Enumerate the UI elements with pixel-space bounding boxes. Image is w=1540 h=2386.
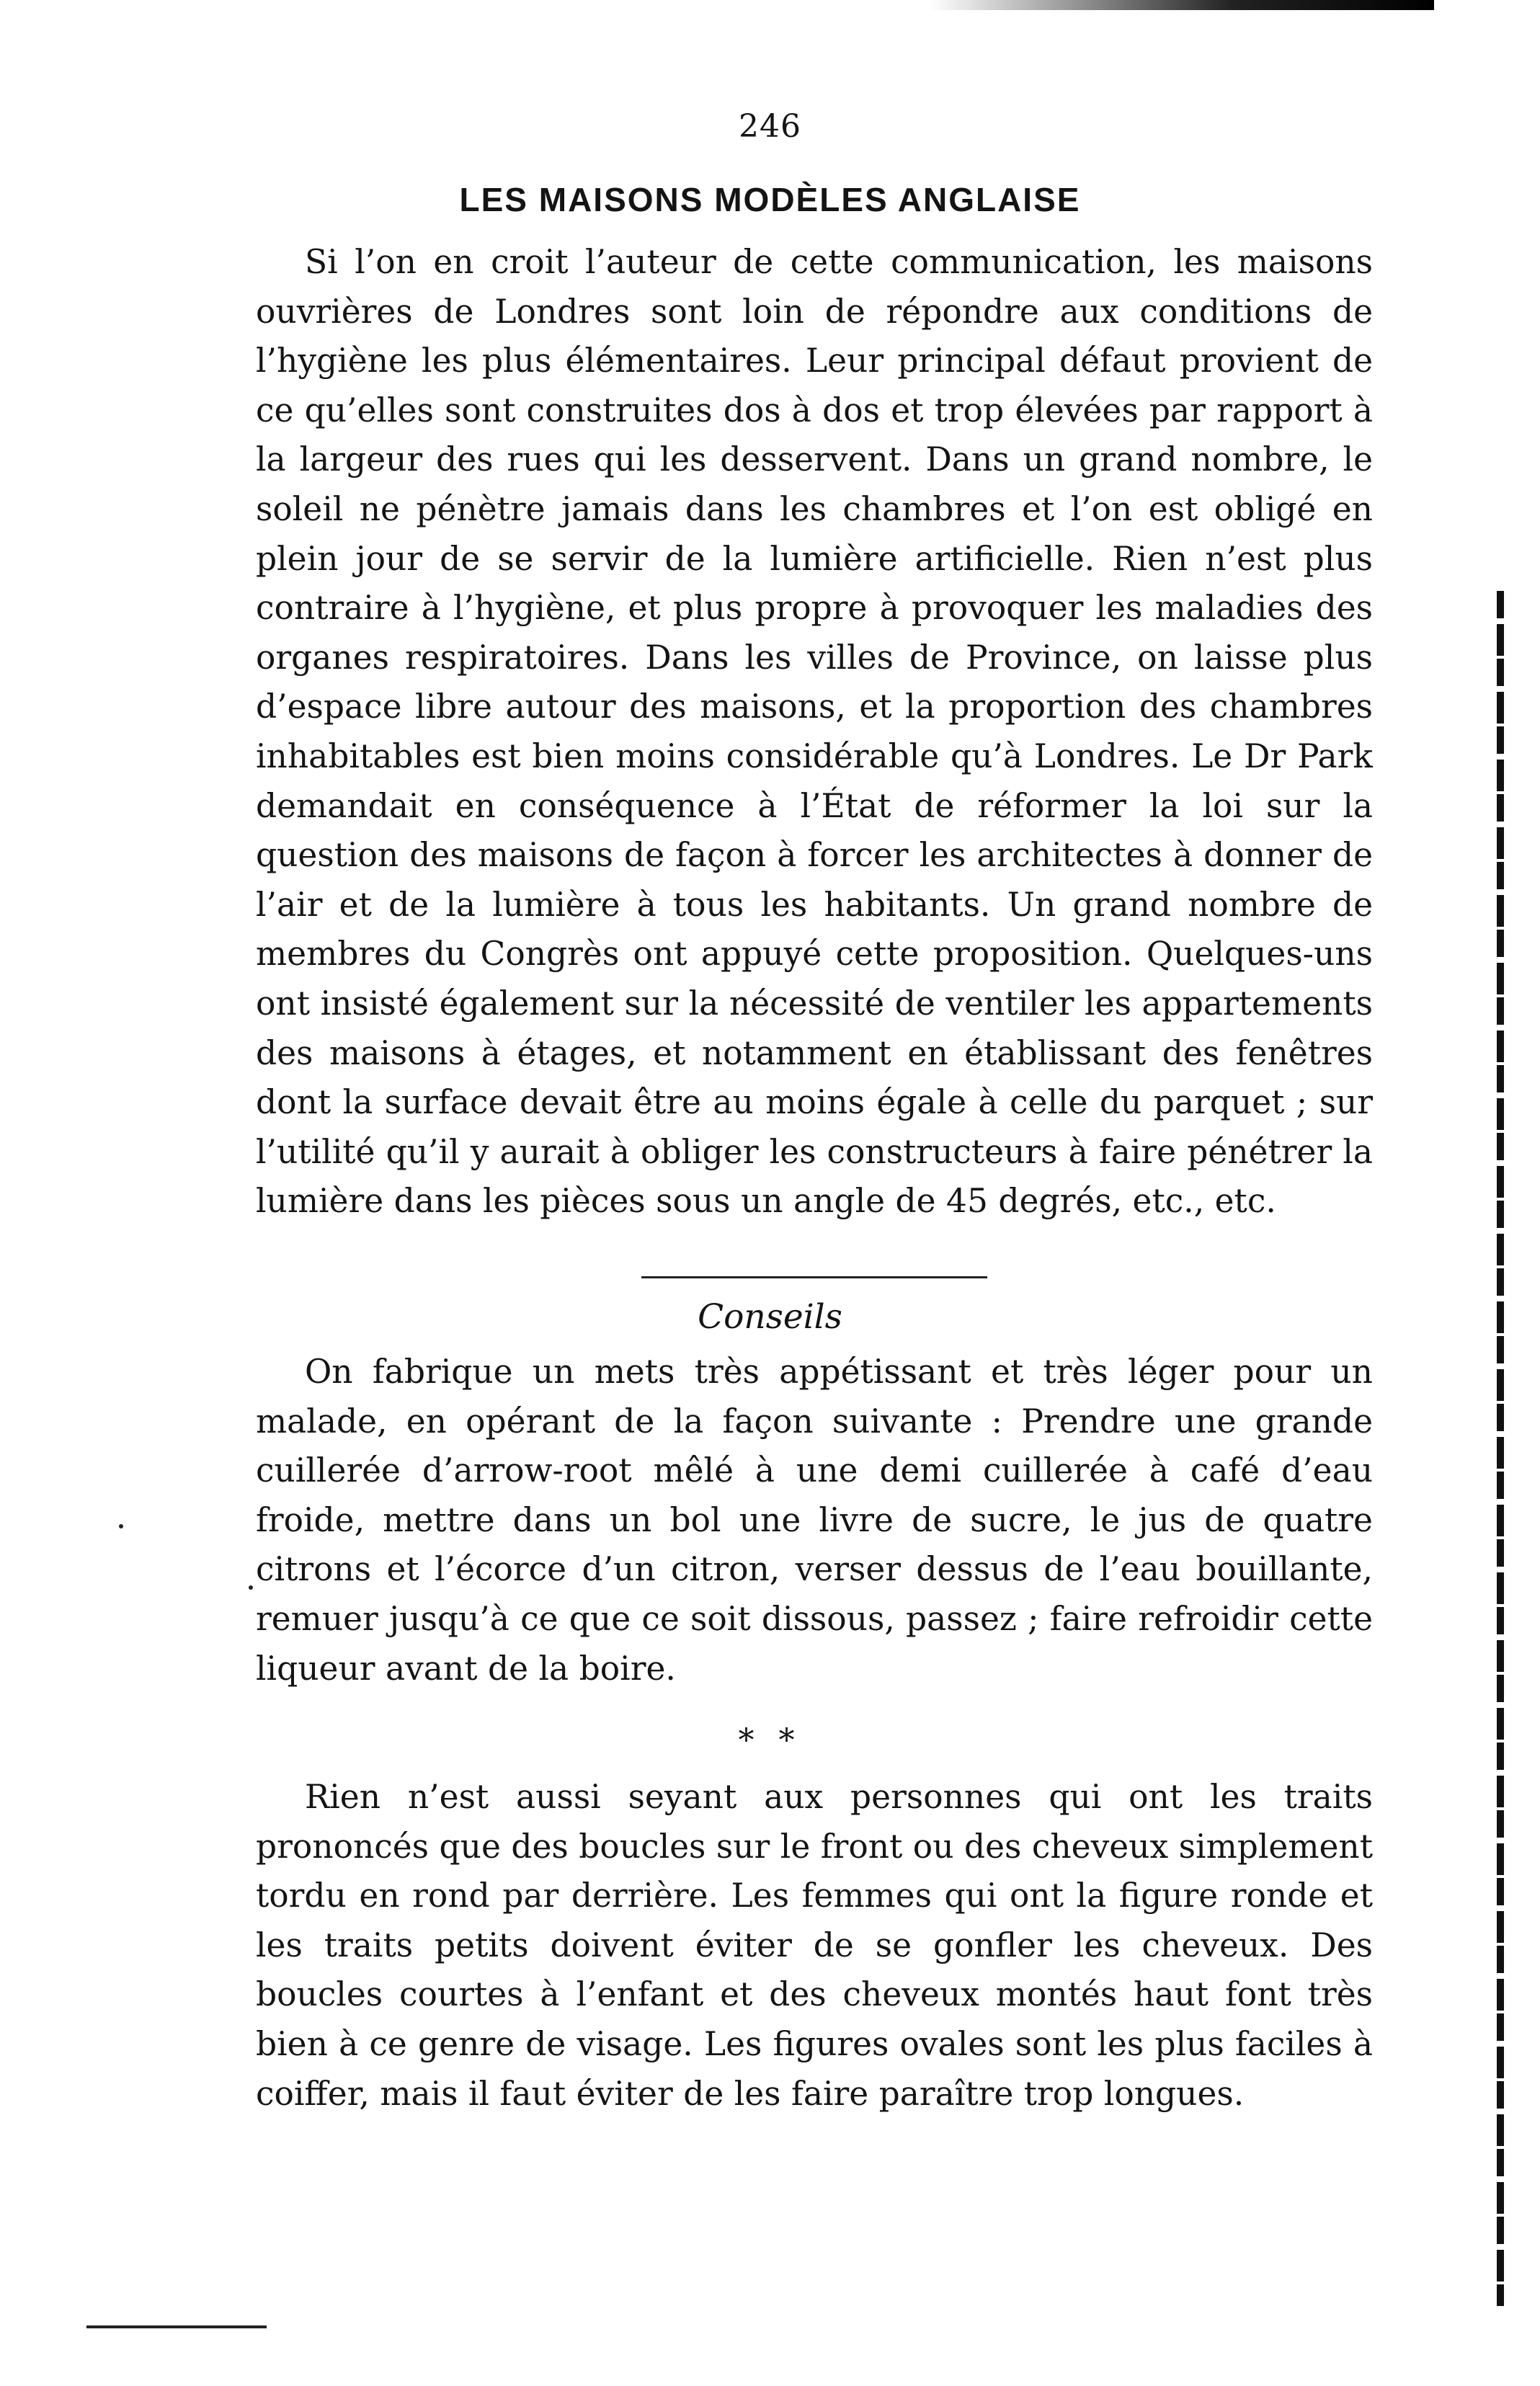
page-number: 246 bbox=[739, 108, 801, 145]
conseils-block-2 bbox=[256, 1773, 1373, 2119]
scan-speck bbox=[249, 1585, 253, 1590]
scan-speck bbox=[119, 1524, 123, 1528]
scan-edge-bottom bbox=[86, 2325, 267, 2328]
conseils-block-1 bbox=[256, 1348, 1373, 1693]
conseils-paragraph-2: Rien n’est aussi seyant aux personnes qui ont les traits prononcés que des boucles sur le front ou des cheveux simplement tordu en rond par derrière. Les femmes qui ont la figure ronde et les traits petits doivent éviter de se gonfler les cheveux. Des boucles courtes à l’enfant et des cheveux montés haut font très bien à ce genre de visage. Les figures ovales sont les plus faciles à coiffer, mais il faut éviter de les faire paraître trop longues. bbox=[256, 1778, 1373, 2113]
scan-edge-top bbox=[930, 0, 1434, 10]
article-body-block bbox=[256, 238, 1373, 1227]
article-body: Si l’on en croit l’auteur de cette communication, les maisons ouvrières de Londres sont loin de répondre aux conditions de l’hygiène les plus élémentaires. Leur principal défaut provient de ce qu’elles sont construites dos à dos et trop élevées par rapport à la largeur des rues qui les desservent. Dans un grand nombre, le soleil ne pénètre jamais dans les chambres et l’on est obligé en plein jour de se servir de la lumière artificielle. Rien n’est plus contraire à l’hygiène, et plus propre à provoquer les maladies des organes respiratoires. Dans les villes de Province, on laisse plus d’espace libre autour des maisons, et la proportion des chambres inhabitables est bien moins considérable qu’à Londres. Le Dr Park demandait en conséquence à l’État de réformer la loi sur la question des maisons de façon à forcer les architectes à donner de l’air et de la lumière à tous les habitants. Un grand nombre de membres du Congrès ont appuyé cette proposition. Quelques-uns ont insisté également sur la nécessité de ventiler les appartements des maisons à étages, et notamment en établissant des fenêtres dont la surface devait être au moins égale à celle du parquet ; sur l’utilité qu’il y aurait à obliger les constructeurs à faire pénétrer la lumière dans les pièces sous un angle de 45 degrés, etc., etc. bbox=[256, 243, 1373, 1221]
conseils-title: Conseils bbox=[698, 1297, 842, 1337]
scan-edge-right bbox=[1497, 591, 1504, 2306]
conseils-paragraph-1: On fabrique un mets très appétissant et très léger pour un malade, en opérant de la façon suivante : Prendre une grande cuillerée d’arrow-root mêlé à une demi cuillerée à café d’eau froide, mettre dans un bol une livre de sucre, le jus de quatre citrons et l’écorce d’un citron, verser dessus de l’eau bouillante, remuer jusqu’à ce que ce soit dissous, passez ; faire refroidir cette liqueur avant de la boire. bbox=[256, 1353, 1373, 1688]
section-divider bbox=[641, 1276, 987, 1278]
article-title: LES MAISONS MODÈLES ANGLAISE bbox=[459, 181, 1081, 218]
asterism-separator: * * bbox=[738, 1722, 802, 1759]
